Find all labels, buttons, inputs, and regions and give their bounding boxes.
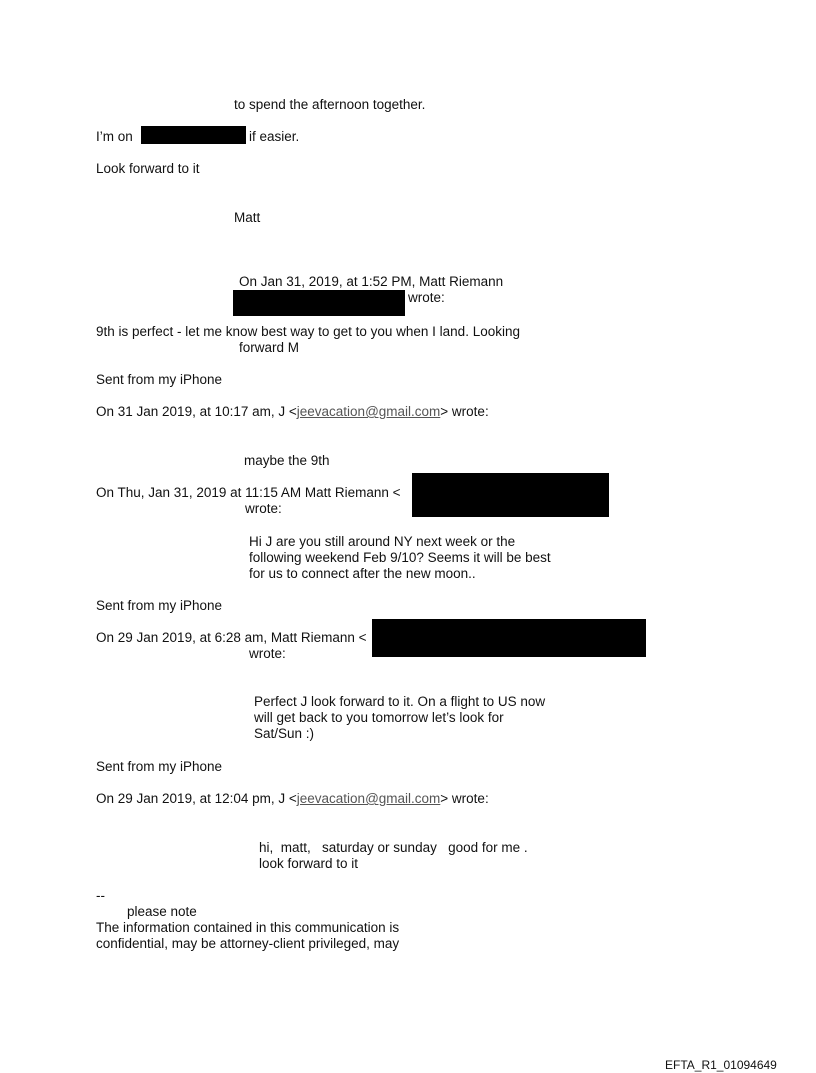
signature-separator: -- (96, 888, 105, 903)
redaction-bar (141, 126, 246, 144)
confidentiality-notice-line1: The information contained in this communication is (96, 920, 400, 935)
sent-from-iphone: Sent from my iPhone (96, 372, 223, 387)
reply-header-jan29-628am: On 29 Jan 2019, at 6:28 am, Matt Riemann < (96, 630, 367, 645)
text-im-on-suffix: if easier. (249, 129, 300, 144)
signature-matt: Matt (234, 210, 261, 225)
redaction-bar (372, 619, 646, 657)
message-maybe-9th: maybe the 9th (244, 453, 330, 468)
message-perfect-line2: will get back to you tomorrow let’s look for (254, 710, 504, 725)
reply-header-jan31-152pm: On Jan 31, 2019, at 1:52 PM, Matt Riemann (239, 274, 504, 289)
message-hi-matt-line2: look forward to it (259, 856, 359, 871)
text-line-afternoon: to spend the afternoon together. (234, 97, 426, 112)
reply-header-wrote: wrote: (249, 646, 286, 661)
reply-header-thu-jan31: On Thu, Jan 31, 2019 at 11:15 AM Matt Riemann < (96, 485, 401, 500)
message-9th-perfect: 9th is perfect - let me know best way to get to you when I land. Looking (96, 324, 520, 339)
message-hi-matt-line1: hi, matt, saturday or sunday good for me . (259, 840, 528, 855)
message-9th-perfect-cont: forward M (239, 340, 300, 355)
message-hi-j-line3: for us to connect after the new moon.. (249, 566, 476, 581)
message-perfect-line1: Perfect J look forward to it. On a flight to US now (254, 694, 546, 709)
text-please-note: please note (127, 904, 197, 919)
text-im-on-prefix: I’m on (96, 129, 133, 144)
redaction-bar (233, 290, 405, 316)
reply-header-wrote: wrote: (245, 501, 282, 516)
text-look-forward: Look forward to it (96, 161, 200, 176)
email-link[interactable]: jeevacation@gmail.com (296, 791, 441, 806)
reply-header-jan29-1204pm: On 29 Jan 2019, at 12:04 pm, J <jeevacation@gmail.com> wrote: (96, 791, 489, 806)
message-hi-j-line2: following weekend Feb 9/10? Seems it will be best (249, 550, 551, 565)
message-perfect-line3: Sat/Sun :) (254, 726, 315, 741)
redaction-bar (412, 473, 609, 517)
sent-from-iphone: Sent from my iPhone (96, 759, 223, 774)
reply-header-jan31-1017am: On 31 Jan 2019, at 10:17 am, J <jeevacation@gmail.com> wrote: (96, 404, 489, 419)
email-link[interactable]: jeevacation@gmail.com (296, 404, 441, 419)
confidentiality-notice-line2: confidential, may be attorney-client privileged, may (96, 936, 400, 951)
message-hi-j-line1: Hi J are you still around NY next week or the (249, 534, 516, 549)
sent-from-iphone: Sent from my iPhone (96, 598, 223, 613)
document-id: EFTA_R1_01094649 (665, 1058, 777, 1072)
reply-header-wrote: wrote: (408, 290, 445, 305)
